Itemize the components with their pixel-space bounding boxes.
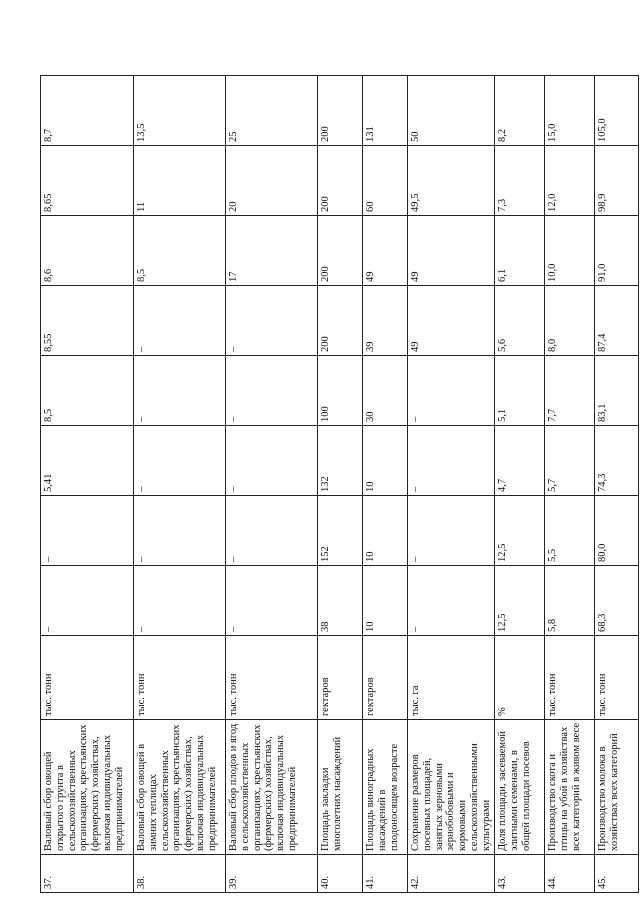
value-cell: 7,3 xyxy=(495,146,545,216)
value-cell: 8,6 xyxy=(41,216,134,286)
value-cell: 39 xyxy=(363,286,408,356)
value-cell: 7,7 xyxy=(545,356,595,426)
row-number: 41. xyxy=(363,855,408,893)
value-cell: 20 xyxy=(226,146,318,216)
value-cell: 200 xyxy=(318,76,363,146)
value-cell: 74,3 xyxy=(595,426,639,496)
value-cell: 200 xyxy=(318,286,363,356)
value-cell: 83,1 xyxy=(595,356,639,426)
value-cell: 105,0 xyxy=(595,76,639,146)
value-cell: – xyxy=(134,566,226,636)
unit-cell: тыс. тонн xyxy=(545,636,595,720)
row-number: 38. xyxy=(134,855,226,893)
value-cell: 60 xyxy=(363,146,408,216)
value-cell: 15,0 xyxy=(545,76,595,146)
table-wrapper xyxy=(40,76,620,893)
value-cell: – xyxy=(134,356,226,426)
value-cell: 8,0 xyxy=(545,286,595,356)
indicator-name: Площадь закладки многолетних насаждений xyxy=(318,720,363,855)
indicator-name: Валовый сбор плодов и ягод в сельскохозяйственных организациях, крестьянских (фермерских) хозяйствах, включая индивидуальных предпринимателей xyxy=(226,720,318,855)
value-cell: – xyxy=(408,566,495,636)
value-cell: 5,7 xyxy=(545,426,595,496)
value-cell: 10,0 xyxy=(545,216,595,286)
unit-cell: тыс. тонн xyxy=(226,636,318,720)
table-body xyxy=(41,76,639,893)
value-cell: 8,2 xyxy=(495,76,545,146)
indicator-name: Производство молока в хозяйствах всех категорий xyxy=(595,720,639,855)
indicator-name: Валовый сбор овощей в зимних теплицах сельскохозяйственных организациях, крестьянских (фермерских) хозяйствах, включая индивидуальных предпринимателей xyxy=(134,720,226,855)
table-row xyxy=(408,76,495,893)
value-cell: 5,8 xyxy=(545,566,595,636)
value-cell: 87,4 xyxy=(595,286,639,356)
value-cell: 91,0 xyxy=(595,216,639,286)
value-cell: 152 xyxy=(318,496,363,566)
value-cell: – xyxy=(226,286,318,356)
value-cell: 25 xyxy=(226,76,318,146)
value-cell: 98,9 xyxy=(595,146,639,216)
row-number: 43. xyxy=(495,855,545,893)
value-cell: 8,5 xyxy=(134,216,226,286)
value-cell: 8,65 xyxy=(41,146,134,216)
value-cell: 10 xyxy=(363,566,408,636)
value-cell: 200 xyxy=(318,146,363,216)
value-cell: 50 xyxy=(408,76,495,146)
indicator-name: Площадь виноградных насаждений в плодоносящем возрасте xyxy=(363,720,408,855)
table-row xyxy=(545,76,595,893)
value-cell: 132 xyxy=(318,426,363,496)
value-cell: – xyxy=(226,426,318,496)
value-cell: 49 xyxy=(363,216,408,286)
table-row xyxy=(595,76,639,893)
value-cell: 4,7 xyxy=(495,426,545,496)
table-row xyxy=(363,76,408,893)
value-cell: 5,1 xyxy=(495,356,545,426)
value-cell: 12,0 xyxy=(545,146,595,216)
value-cell: – xyxy=(134,426,226,496)
value-cell: – xyxy=(226,356,318,426)
value-cell: 49 xyxy=(408,286,495,356)
value-cell: – xyxy=(226,566,318,636)
indicator-name: Производство скота и птицы на убой в хозяйствах всех категорий в живом весе xyxy=(545,720,595,855)
value-cell: 10 xyxy=(363,496,408,566)
indicator-name: Доля площади, засеваемой элитными семенами, в общей площади посевов xyxy=(495,720,545,855)
value-cell: 100 xyxy=(318,356,363,426)
value-cell: 38 xyxy=(318,566,363,636)
value-cell: 30 xyxy=(363,356,408,426)
unit-cell: тыс. га xyxy=(408,636,495,720)
unit-cell: гектаров xyxy=(363,636,408,720)
indicator-name: Сохранение размеров посевных площадей, занятых зерновыми зернобобовыми и кормовыми сельскохозяйственными культурами xyxy=(408,720,495,855)
unit-cell: тыс. тонн xyxy=(41,636,134,720)
unit-cell: гектаров xyxy=(318,636,363,720)
value-cell: 49,5 xyxy=(408,146,495,216)
row-number: 42. xyxy=(408,855,495,893)
unit-cell: % xyxy=(495,636,545,720)
value-cell: 8,7 xyxy=(41,76,134,146)
value-cell: 68,3 xyxy=(595,566,639,636)
value-cell: 8,55 xyxy=(41,286,134,356)
table-row xyxy=(41,76,134,893)
value-cell: – xyxy=(41,566,134,636)
table-row xyxy=(318,76,363,893)
value-cell: 8,5 xyxy=(41,356,134,426)
value-cell: – xyxy=(226,496,318,566)
value-cell: 13,5 xyxy=(134,76,226,146)
row-number: 45. xyxy=(595,855,639,893)
value-cell: 6,1 xyxy=(495,216,545,286)
value-cell: 5,5 xyxy=(545,496,595,566)
row-number: 44. xyxy=(545,855,595,893)
row-number: 40. xyxy=(318,855,363,893)
value-cell: – xyxy=(134,286,226,356)
row-number: 39. xyxy=(226,855,318,893)
value-cell: 10 xyxy=(363,426,408,496)
table-row xyxy=(495,76,545,893)
value-cell: 11 xyxy=(134,146,226,216)
rotated-table-area xyxy=(40,76,620,893)
value-cell: 200 xyxy=(318,216,363,286)
unit-cell: тыс. тонн xyxy=(134,636,226,720)
value-cell: 5,6 xyxy=(495,286,545,356)
row-number: 37. xyxy=(41,855,134,893)
value-cell: 80,0 xyxy=(595,496,639,566)
value-cell: – xyxy=(408,496,495,566)
value-cell: 131 xyxy=(363,76,408,146)
indicator-name: Валовый сбор овощей открытого грунта в сельскохозяйственных организациях, крестьянских (фермерских) хозяйствах, включая индивидуальных предпринимателей xyxy=(41,720,134,855)
value-cell: – xyxy=(408,426,495,496)
table-row xyxy=(226,76,318,893)
table-row xyxy=(134,76,226,893)
value-cell: – xyxy=(408,356,495,426)
unit-cell: тыс. тонн xyxy=(595,636,639,720)
value-cell: 49 xyxy=(408,216,495,286)
value-cell: 12,5 xyxy=(495,496,545,566)
value-cell: – xyxy=(41,496,134,566)
value-cell: 17 xyxy=(226,216,318,286)
indicators-table xyxy=(40,75,639,893)
value-cell: 5,41 xyxy=(41,426,134,496)
value-cell: 12,5 xyxy=(495,566,545,636)
value-cell: – xyxy=(134,496,226,566)
